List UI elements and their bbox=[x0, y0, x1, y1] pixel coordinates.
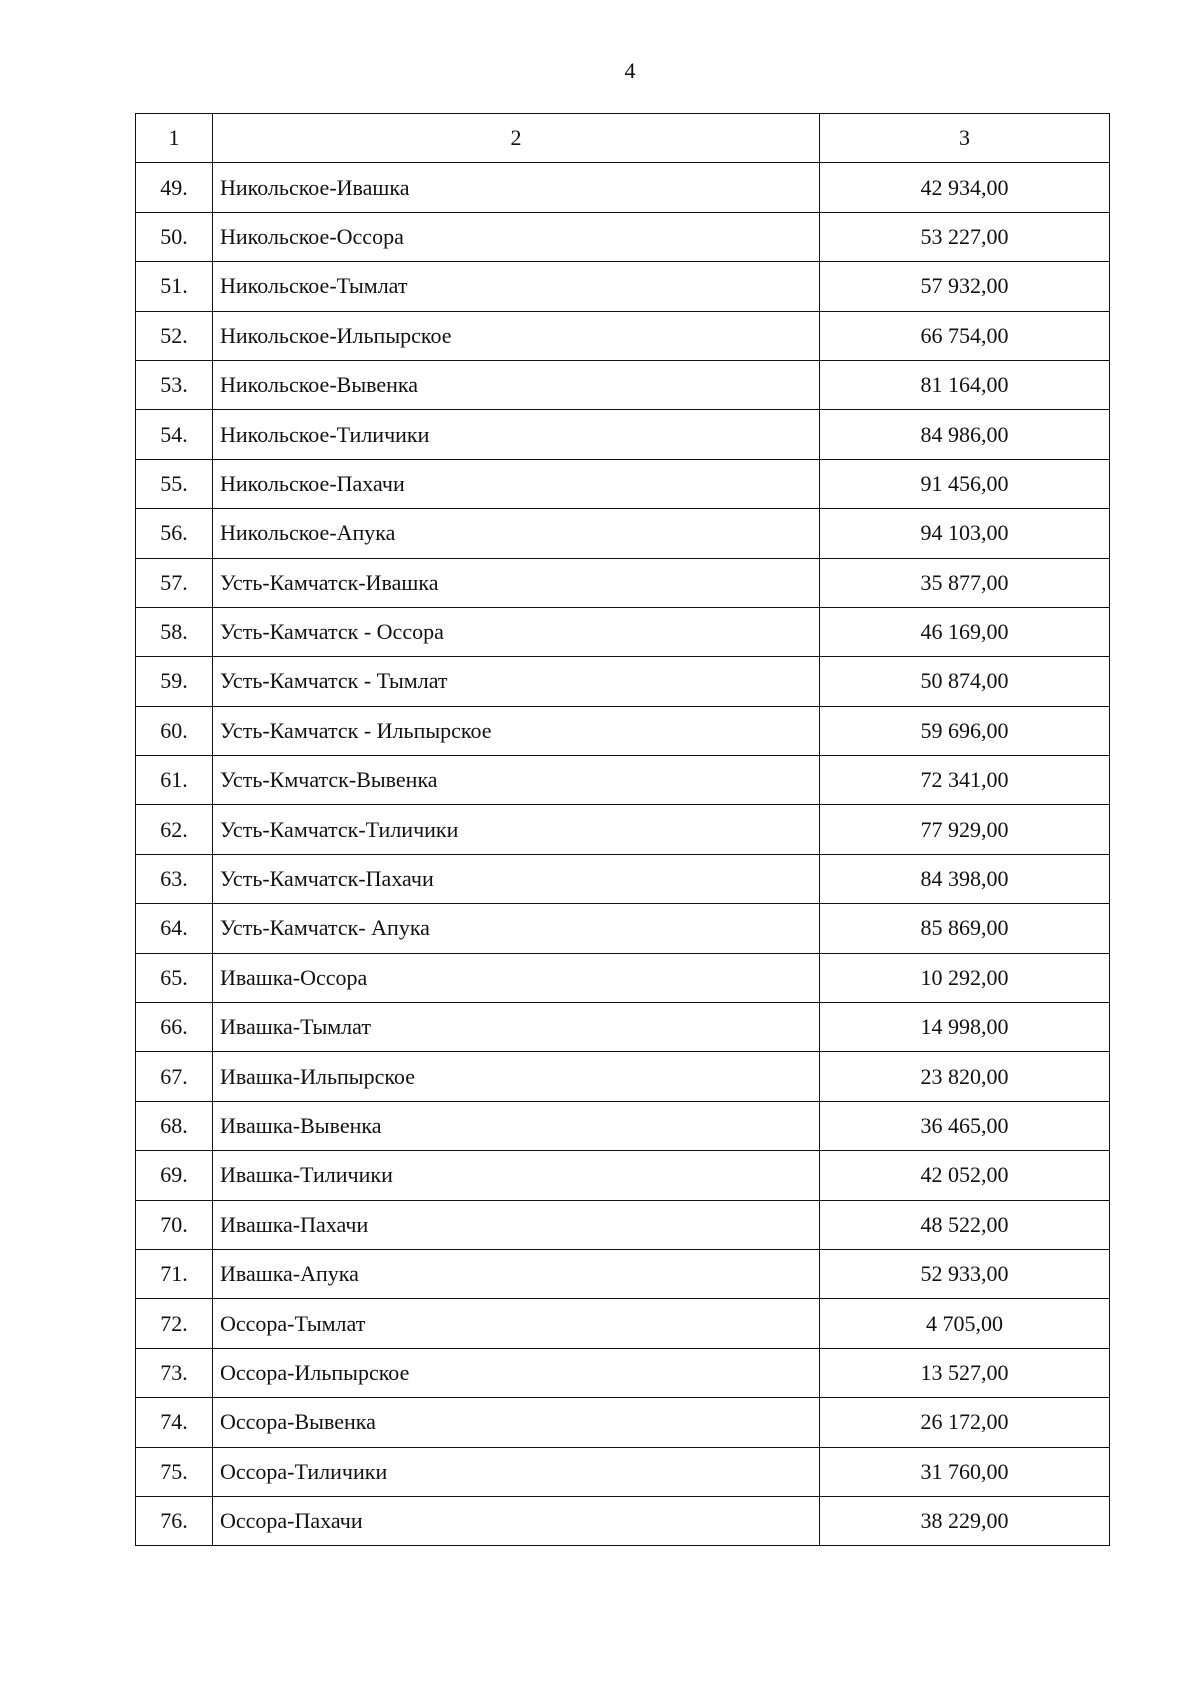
route-name: Оссора-Вывенка bbox=[213, 1398, 820, 1447]
row-number: 53. bbox=[136, 360, 213, 409]
route-name: Ивашка-Пахачи bbox=[213, 1200, 820, 1249]
row-number: 71. bbox=[136, 1249, 213, 1298]
route-name: Оссора-Пахачи bbox=[213, 1496, 820, 1545]
route-name: Усть-Кмчатск-Вывенка bbox=[213, 756, 820, 805]
route-name: Никольское-Апука bbox=[213, 509, 820, 558]
tariff-table bbox=[135, 113, 1110, 1546]
route-cost: 36 465,00 bbox=[820, 1101, 1110, 1150]
row-number: 70. bbox=[136, 1200, 213, 1249]
route-cost: 14 998,00 bbox=[820, 1003, 1110, 1052]
row-number: 75. bbox=[136, 1447, 213, 1496]
route-name: Ивашка-Вывенка bbox=[213, 1101, 820, 1150]
row-number: 63. bbox=[136, 854, 213, 903]
row-number: 66. bbox=[136, 1003, 213, 1052]
route-cost: 84 986,00 bbox=[820, 410, 1110, 459]
route-name: Никольское-Тымлат bbox=[213, 262, 820, 311]
route-cost: 26 172,00 bbox=[820, 1398, 1110, 1447]
route-cost: 42 052,00 bbox=[820, 1151, 1110, 1200]
row-number: 61. bbox=[136, 756, 213, 805]
table-row bbox=[136, 163, 1110, 212]
row-number: 72. bbox=[136, 1299, 213, 1348]
route-name: Никольское-Пахачи bbox=[213, 459, 820, 508]
table-row bbox=[136, 854, 1110, 903]
route-cost: 35 877,00 bbox=[820, 558, 1110, 607]
route-cost: 4 705,00 bbox=[820, 1299, 1110, 1348]
table-row bbox=[136, 410, 1110, 459]
table-row bbox=[136, 953, 1110, 1002]
table-body bbox=[136, 163, 1110, 1546]
row-number: 59. bbox=[136, 657, 213, 706]
route-name: Никольское-Тиличики bbox=[213, 410, 820, 459]
table-row bbox=[136, 459, 1110, 508]
table-row bbox=[136, 657, 1110, 706]
route-cost: 72 341,00 bbox=[820, 756, 1110, 805]
table-row bbox=[136, 1249, 1110, 1298]
row-number: 49. bbox=[136, 163, 213, 212]
route-name: Усть-Камчатск - Оссора bbox=[213, 607, 820, 656]
route-name: Никольское-Вывенка bbox=[213, 360, 820, 409]
row-number: 57. bbox=[136, 558, 213, 607]
row-number: 68. bbox=[136, 1101, 213, 1150]
route-name: Усть-Камчатск - Ильпырское bbox=[213, 706, 820, 755]
route-name: Оссора-Тиличики bbox=[213, 1447, 820, 1496]
route-cost: 38 229,00 bbox=[820, 1496, 1110, 1545]
table-row bbox=[136, 706, 1110, 755]
row-number: 65. bbox=[136, 953, 213, 1002]
route-cost: 31 760,00 bbox=[820, 1447, 1110, 1496]
row-number: 74. bbox=[136, 1398, 213, 1447]
route-name: Ивашка-Апука bbox=[213, 1249, 820, 1298]
route-name: Усть-Камчатск - Тымлат bbox=[213, 657, 820, 706]
table-row bbox=[136, 1398, 1110, 1447]
route-name: Оссора-Ильпырское bbox=[213, 1348, 820, 1397]
table-row bbox=[136, 1101, 1110, 1150]
table-header bbox=[136, 114, 1110, 163]
route-name: Ивашка-Тиличики bbox=[213, 1151, 820, 1200]
row-number: 52. bbox=[136, 311, 213, 360]
route-name: Усть-Камчатск- Апука bbox=[213, 904, 820, 953]
row-number: 69. bbox=[136, 1151, 213, 1200]
table-row bbox=[136, 1151, 1110, 1200]
table-row bbox=[136, 509, 1110, 558]
table-row bbox=[136, 805, 1110, 854]
route-name: Оссора-Тымлат bbox=[213, 1299, 820, 1348]
header-cell-number: 1 bbox=[136, 114, 213, 163]
route-name: Усть-Камчатск-Ивашка bbox=[213, 558, 820, 607]
table-row bbox=[136, 1052, 1110, 1101]
table-row bbox=[136, 558, 1110, 607]
route-cost: 57 932,00 bbox=[820, 262, 1110, 311]
table-row bbox=[136, 904, 1110, 953]
route-cost: 91 456,00 bbox=[820, 459, 1110, 508]
table-row bbox=[136, 262, 1110, 311]
table-row bbox=[136, 1447, 1110, 1496]
row-number: 73. bbox=[136, 1348, 213, 1397]
table-row bbox=[136, 1348, 1110, 1397]
row-number: 62. bbox=[136, 805, 213, 854]
route-cost: 66 754,00 bbox=[820, 311, 1110, 360]
route-cost: 13 527,00 bbox=[820, 1348, 1110, 1397]
route-name: Никольское-Ильпырское bbox=[213, 311, 820, 360]
route-cost: 46 169,00 bbox=[820, 607, 1110, 656]
table-row bbox=[136, 1003, 1110, 1052]
route-cost: 10 292,00 bbox=[820, 953, 1110, 1002]
route-cost: 85 869,00 bbox=[820, 904, 1110, 953]
table-row bbox=[136, 1200, 1110, 1249]
header-cell-route: 2 bbox=[213, 114, 820, 163]
table-row bbox=[136, 311, 1110, 360]
route-cost: 48 522,00 bbox=[820, 1200, 1110, 1249]
route-name: Никольское-Оссора bbox=[213, 212, 820, 261]
route-name: Ивашка-Тымлат bbox=[213, 1003, 820, 1052]
route-cost: 59 696,00 bbox=[820, 706, 1110, 755]
row-number: 54. bbox=[136, 410, 213, 459]
row-number: 55. bbox=[136, 459, 213, 508]
header-row bbox=[136, 114, 1110, 163]
table-row bbox=[136, 1299, 1110, 1348]
route-cost: 53 227,00 bbox=[820, 212, 1110, 261]
route-name: Ивашка-Ильпырское bbox=[213, 1052, 820, 1101]
route-name: Усть-Камчатск-Тиличики bbox=[213, 805, 820, 854]
row-number: 51. bbox=[136, 262, 213, 311]
row-number: 76. bbox=[136, 1496, 213, 1545]
route-cost: 77 929,00 bbox=[820, 805, 1110, 854]
table-row bbox=[136, 607, 1110, 656]
row-number: 67. bbox=[136, 1052, 213, 1101]
row-number: 50. bbox=[136, 212, 213, 261]
row-number: 56. bbox=[136, 509, 213, 558]
route-cost: 84 398,00 bbox=[820, 854, 1110, 903]
row-number: 58. bbox=[136, 607, 213, 656]
page-number: 4 bbox=[624, 58, 636, 83]
row-number: 64. bbox=[136, 904, 213, 953]
route-name: Усть-Камчатск-Пахачи bbox=[213, 854, 820, 903]
table-row bbox=[136, 756, 1110, 805]
header-cell-cost: 3 bbox=[820, 114, 1110, 163]
route-cost: 50 874,00 bbox=[820, 657, 1110, 706]
route-cost: 23 820,00 bbox=[820, 1052, 1110, 1101]
table-row bbox=[136, 1496, 1110, 1545]
route-name: Никольское-Ивашка bbox=[213, 163, 820, 212]
route-cost: 52 933,00 bbox=[820, 1249, 1110, 1298]
row-number: 60. bbox=[136, 706, 213, 755]
table-row bbox=[136, 360, 1110, 409]
route-cost: 94 103,00 bbox=[820, 509, 1110, 558]
table-row bbox=[136, 212, 1110, 261]
route-cost: 81 164,00 bbox=[820, 360, 1110, 409]
route-cost: 42 934,00 bbox=[820, 163, 1110, 212]
route-name: Ивашка-Оссора bbox=[213, 953, 820, 1002]
